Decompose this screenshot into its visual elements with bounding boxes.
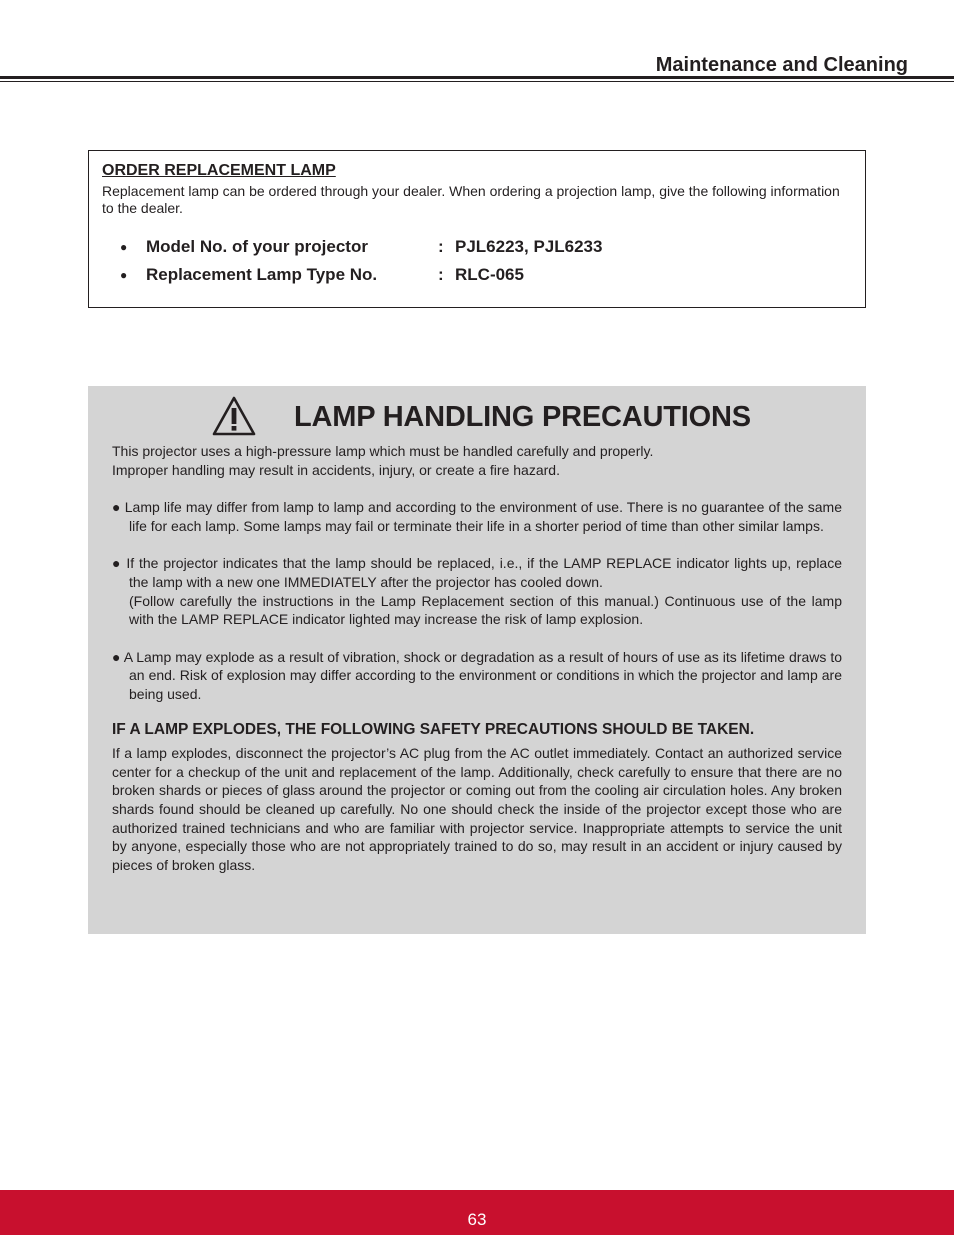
lamp-handling-precautions-box [88,386,866,934]
order-info-list [102,233,853,289]
order-heading: ORDER REPLACEMENT LAMP [102,162,336,179]
order-replacement-lamp-box [88,150,866,308]
precaution-explosion-risk: ● A Lamp may explode as a result of vibration, shock or degradation as a result of hours of use as its lifetime draws to an end. Risk of explosion may differ according to the environment or conditions in which the projector and lamp are being used. [112,648,842,703]
intro-line-2: Improper handling may result in accidents, injury, or create a fire hazard. [112,461,560,478]
caution-header [112,386,842,442]
explosion-instructions: If a lamp explodes, disconnect the projector’s AC plug from the AC outlet immediately. Contact an authorized service center for a checkup of the unit and replacement of the lamp. Additionally, check carefully to ensure that there are no broken shards or pieces of glass around the projector or coming out from the cooling air circulation holes. Any broken shards found should be cleaned up carefully. No one should check the inside of the projector except those who are authorized trained technicians and who are familiar with projector service. Inappropriate attempts to service the unit by anyone, especially those who are not appropriately trained to do so, may result in an accident or injury caused by pieces of broken glass. [112,744,842,874]
warning-triangle-icon [212,396,256,436]
intro-line-1: This projector uses a high-pressure lamp which must be handled carefully and properly. [112,443,654,459]
item-value: PJL6223, PJL6233 [455,237,603,256]
bullet-icon: ● [120,240,128,254]
list-item-model-no [120,233,853,261]
header-rule-thin [0,81,954,82]
header-rule [0,76,954,79]
page-number: 63 [467,1210,487,1229]
precaution-replace-indicator: ● If the projector indicates that the lamp should be replaced, i.e., if the LAMP REPLACE indicator lights up, replace the lamp with a new one IMMEDIATELY after the projector has cooled down. [112,555,842,590]
order-description: Replacement lamp can be ordered through your dealer. When ordering a projection lamp, give the following information to the dealer. [102,183,840,216]
item-separator: : [438,265,444,284]
section-title: Maintenance and Cleaning [655,54,908,76]
item-separator: : [438,237,444,256]
item-label: Model No. of your projector [146,237,368,256]
precaution-lamp-life: ● Lamp life may differ from lamp to lamp and according to the environment of use. There is no guarantee of the same life for each lamp. Some lamps may fail or terminate their life in a shorter period of time than other similar lamps. [112,499,842,534]
list-item-lamp-type [120,261,853,289]
explosion-subheading: IF A LAMP EXPLODES, THE FOLLOWING SAFETY PRECAUTIONS SHOULD BE TAKEN. [112,720,755,738]
item-label: Replacement Lamp Type No. [146,265,378,284]
footer-bar [0,1190,954,1235]
precaution-replace-note: (Follow carefully the instructions in the Lamp Replacement section of this manual.) Continuous use of the lamp with the LAMP REPLACE indicator lighted may increase the risk of lamp explosion. [129,592,842,628]
item-value: RLC-065 [455,265,524,284]
caution-title: LAMP HANDLING PRECAUTIONS [294,401,751,433]
bullet-icon: ● [120,268,128,282]
